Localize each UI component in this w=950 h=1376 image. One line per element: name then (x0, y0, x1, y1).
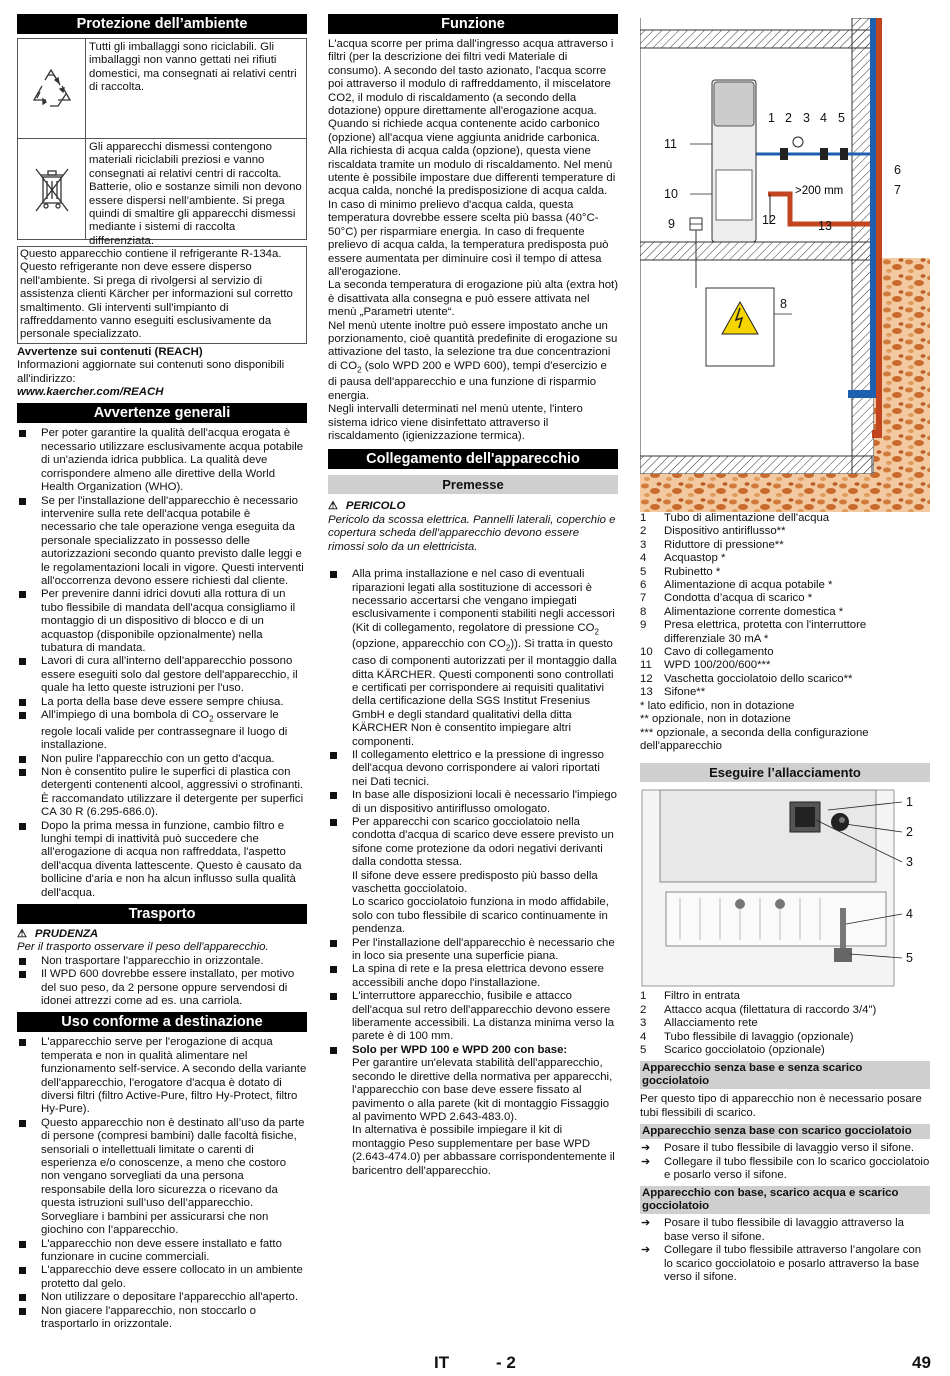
callout-5: 5 (906, 951, 913, 966)
nobase-drip-steps (640, 1142, 930, 1182)
step-item: ➔ Posare il tubo flessibile di lavaggio verso il sifone. (640, 1142, 930, 1155)
list-item: Dopo la prima messa in funzione, cambio filtro e lunghi tempi di inattività può succedere che all'erogazione di acqua non raffreddata, l'aspetto dell'acqua diventa lattescente. Questo è causato da bollicine d'aria e non ha alcun influsso sulla qualità dell'acqua. (17, 820, 307, 900)
base-drip-heading: Apparecchio con base, scarico acqua e scarico gocciolatoio (640, 1186, 930, 1214)
legend-item: 9 Presa elettrica, protetta con l'interruttore differenziale 30 mA * (640, 619, 867, 645)
connect-heading: Collegamento dell'apparecchio (328, 449, 618, 469)
env-heading: Protezione dell’ambiente (17, 14, 307, 34)
function-heading: Funzione (328, 14, 618, 34)
caution-text: Per il trasporto osservare il peso dell'apparecchio. (17, 941, 269, 954)
function-paragraph: In caso di minimo prelievo d'acqua calda, questa temperatura dovrebbe essere scelta più bassa (40°C-50°C) per risparmiare energia. In caso di frequente prelievo di acqua calda, la temperatura predisposta può essere aumentata per diminuire così il tempo di attesa all'erogazione. (328, 198, 609, 278)
function-paragraph: Negli intervalli determinati nel menù utente, l'intero sistema idrico viene disinfettato attraverso il riscaldamento (igienizzazione termica). (328, 403, 583, 443)
legend-item: 3 Riduttore di pressione** (640, 538, 784, 551)
list-item: Se per l'installazione dell'apparecchio è necessario intervenire sulla rete dell'acqua potabile è necessario che tale operazione venga eseguita da personale specializzato in possesso delle autorizzazioni secondo quanto previsto dalle leggi e le regolamentazioni locali in vigore. Questi interventi all'occorrenza devono essere richiesti dal cliente. (17, 495, 307, 589)
transport-heading: Trasporto (17, 904, 307, 924)
legend-item: 6 Alimentazione di acqua potabile * (640, 579, 833, 592)
connect-heading: Eseguire l’allacciamento (640, 763, 930, 782)
callout-4: 4 (906, 907, 913, 922)
legend-item: 11 WPD 100/200/600*** (640, 659, 771, 672)
footnote: ** opzionale, non in dotazione (640, 713, 791, 726)
callout-1: 1 (768, 111, 775, 125)
list-item: Non giacere l'apparecchio, non stoccarlo o trasportarlo in orizzontale. (17, 1305, 307, 1332)
nobase-heading: Apparecchio senza base e senza scarico gocciolatoio (640, 1061, 930, 1089)
callout-1: 1 (906, 795, 913, 810)
danger-label: ⚠ PERICOLO (328, 500, 406, 513)
legend-item: 8 Alimentazione corrente domestica * (640, 605, 844, 618)
legend-item: 7 Condotta d’acqua di scarico * (640, 592, 813, 605)
list-item: Il collegamento elettrico e la pressione di ingresso dell'acqua devono corrispondere ai valori riportati nei Dati tecnici. (328, 749, 618, 789)
column-middle (328, 14, 618, 1178)
legend-item: 1 Tubo di alimentazione dell'acqua (640, 512, 830, 524)
siphon-note: Lo scarico gocciolatoio funziona in modo affidabile, solo con tubo flessibile di scarico continuamente in pendenza. (352, 896, 609, 936)
list-item: Alla prima installazione e nel caso di eventuali riparazioni legati alla sostituzione di accessori è necessario accertarsi che vengano impiegati esclusivamente i componenti stabiliti negli accessori (Kit di collegamento, regolatore di pressione $CO_2$ (opzione, apparecchio con $CO_2$)). Si tratta in questo caso di componenti autorizzati per il montaggio dalla ditta KÄRCHER. Questi componenti sono controllati e certificati per corrispondere ai requisiti qualitativi della certificazione della SGS Institut Fresenius GmbH e degli standard qualitativi della ditta KÄRCHER Non è consentito impiegare altri componenti. (328, 568, 618, 749)
list-item: All'impiego di una bombola di $CO_2$ osservare le regole locali valide per contrassegnare il luogo di installazione. (17, 709, 307, 753)
base-text: In alternativa è possibile impiegare il kit di montaggio Peso supplementare per base WPD (2.643-474.0) per abbassare corrispondentemente il baricentro dell'apparecchio. (352, 1124, 615, 1177)
reach-heading: Avvertenze sui contenuti (REACH) (17, 345, 203, 358)
dim-label: >200 mm (795, 185, 844, 197)
list-item: Non utilizzare o depositare l'apparecchio all'aperto. (17, 1291, 307, 1304)
danger-text: Pericolo da scossa elettrica. Pannelli laterali, coperchio e copertura scheda dell'apparecchio devono essere rimossi solo da un elettricista. (328, 513, 616, 553)
legend-item: 4 Acquastop * (640, 552, 726, 565)
list-item: Non è consentito pulire le superfici di plastica con detergenti contenenti alcool, aggressivi o strofinanti. (17, 766, 307, 793)
general-list (17, 427, 307, 900)
legend-item: 4 Tubo flessibile di lavaggio (opzionale) (640, 1030, 854, 1043)
callout-5: 5 (838, 111, 845, 125)
list-item: Per prevenire danni idrici dovuti alla rottura di un tubo flessibile di mandata dell'acqua consigliamo il montaggio di un dispositivo di blocco e di un acquastop (disponibile opzionalmente) nella tubatura di mandata. (17, 588, 307, 655)
recycle-row (17, 38, 307, 139)
step-item: ➔ Posare il tubo flessibile di lavaggio attraverso la base verso il sifone. (640, 1217, 930, 1244)
nobase-drip-heading: Apparecchio senza base con scarico gocciolatoio (640, 1124, 930, 1139)
fig2-legend (640, 990, 930, 1057)
legend-item: 5 Scarico gocciolatoio (opzionale) (640, 1043, 825, 1056)
footnote: *** opzionale, a seconda della configurazione dell'apparecchio (640, 726, 869, 752)
list-item: L'interruttore apparecchio, fusibile e attacco dell'acqua sul retro dell'apparecchio devono essere liberamente accessibili. La distanza minima verso la parete è di 100 mm. (328, 990, 618, 1044)
footer-language: IT (434, 1353, 450, 1372)
crossed-bin-icon (18, 139, 86, 239)
connection-diagram (640, 788, 930, 988)
footnote: * lato edificio, non in dotazione (640, 699, 795, 712)
recycle-icon (18, 39, 86, 138)
callout-7: 7 (894, 183, 901, 197)
list-item: Non trasportare l'apparecchio in orizzontale. (17, 955, 307, 968)
reach-link[interactable]: www.kaercher.com/REACH (17, 386, 164, 399)
list-item: L'apparecchio deve essere collocato in un ambiente protetto dal gelo. (17, 1264, 307, 1291)
connection-figure (640, 788, 930, 988)
list-item: Non pulire l'apparecchio con un getto d'acqua. (17, 753, 307, 766)
transport-list (17, 955, 307, 1009)
refrigerant-box: Questo apparecchio contiene il refrigerante R-134a. Questo refrigerante non deve essere disperso nell'ambiente. Si prega di rivolgersi al servizio di assistenza clienti Kärcher per informazioni sul corretto smaltimento. Gli interventi sull'impianto di raffreddamento vanno eseguiti esclusivamente da personale specializzato. (17, 246, 307, 344)
prem-list (328, 568, 618, 1178)
legend-item: 13 Sifone** (640, 686, 706, 699)
function-paragraph: La seconda temperatura di erogazione più alta (extra hot) è disattivata alla consegna e può essere attivata nel menù „Parametri utente“. (328, 279, 619, 319)
detergent-note: È raccomandato utilizzare il detergente per superfici CA 30 R (6.295-686.0). (41, 792, 304, 819)
function-paragraph: Nel menù utente inoltre può essere impostato anche un porzionamento, cioè quantità predefinite di erogazione su attivazione del tasto, la selezione tra due concentrazioni di $CO_2$ (solo WPD 200 e WPD 600), tempi d'esercizio e di pausa dell'apparecchio e una funzione di risparmio energia. (328, 319, 618, 402)
dispose-row (17, 139, 307, 247)
callout-9: 9 (668, 217, 675, 231)
step-item: ➔ Collegare il tubo flessibile attraverso l’angolare con lo scarico gocciolatoio e posarlo attraverso la base verso il sifone. (640, 1244, 930, 1284)
reach-text: Informazioni aggiornate sui contenuti sono disponibili all'indirizzo: (17, 359, 285, 385)
callout-2: 2 (906, 825, 913, 840)
list-item: Lavori di cura all'interno dell'apparecchio possono essere eseguiti solo dal gestore dell'apparecchio, il quale ha letto queste istruzioni per l'uso. (17, 655, 307, 695)
dispose-text: Gli apparecchi dismessi contengono materiali riciclabili preziosi e vanno consegnati ai relativi centri di raccolta. Batterie, olio e sostanze simili non devono essere dispersi nell’ambiente. Si prega quindi di smaltire gli apparecchi dismessi mediante i sistemi di raccolta differenziata. (89, 141, 302, 247)
callout-13: 13 (818, 219, 832, 233)
callout-3: 3 (803, 111, 810, 125)
legend-item: 3 Allacciamento rete (640, 1017, 758, 1030)
warning-triangle-icon: ⚠ (328, 500, 338, 513)
prem-heading: Premesse (328, 475, 618, 494)
list-item: L'apparecchio non deve essere installato e fatto funzionare in cucine commerciali. (17, 1238, 307, 1265)
nobase-text: Per questo tipo di apparecchio non è necessario posare tubi flessibili di scarico. (640, 1093, 922, 1119)
installation-diagram (640, 18, 930, 512)
caution-label: ⚠ PRUDENZA (17, 927, 99, 940)
base-text: Per garantire un'elevata stabilità dell'apparecchio, secondo le direttive della normativa per apparecchi, l'apparecchio con base deve essere fissato al pavimento o alla parete (kit di montaggio Fissaggio al pavimento WPD 2.643-483.0). (352, 1057, 613, 1123)
use-list (17, 1036, 307, 1331)
list-item: La spina di rete e la presa elettrica devono essere accessibili anche dopo l'installazione. (328, 963, 618, 990)
callout-8: 8 (780, 297, 787, 311)
fig1-legend (640, 512, 930, 700)
recycle-text: Tutti gli imballaggi sono riciclabili. Gli imballaggi non vanno gettati nei rifiuti domestici, ma consegnati ai relativi centri di raccolta. (89, 41, 297, 94)
callout-12: 12 (762, 213, 776, 227)
use-heading: Uso conforme a destinazione (17, 1012, 307, 1032)
base-heading: Solo per WPD 100 e WPD 200 con base: (328, 1044, 618, 1057)
siphon-note: Il sifone deve essere predisposto più basso della vaschetta gocciolatoio. (352, 869, 598, 895)
callout-4: 4 (820, 111, 827, 125)
column-right (640, 18, 930, 1284)
list-item: Per apparecchi con scarico gocciolatoio nella condotta d'acqua di scarico deve essere previsto un sifone come protezione da odori negativi derivanti dalla condotta stessa. (328, 816, 618, 870)
legend-item: 2 Dispositivo antiriflusso** (640, 525, 786, 538)
callout-6: 6 (894, 163, 901, 177)
list-item: Il WPD 600 dovrebbe essere installato, per motivo del suo peso, da 2 persone oppure servendosi di idonei attrezzi come ad es. una carriola. (17, 968, 307, 1008)
footer-page-number: 49 (912, 1353, 931, 1372)
callout-3: 3 (906, 855, 913, 870)
legend-item: 12 Vaschetta gocciolatoio dello scarico** (640, 672, 853, 685)
list-item: Per poter garantire la qualità dell'acqua erogata è necessario utilizzare esclusivamente acqua potabile di un'azienda idrica pubblica. La qualità deve corrispondere almeno alle direttive della World Health Organization (WHO). (17, 427, 307, 494)
installation-figure (640, 18, 930, 512)
base-drip-steps (640, 1217, 930, 1284)
legend-item: 1 Filtro in entrata (640, 990, 740, 1003)
list-item: La porta della base deve essere sempre chiusa. (17, 696, 307, 709)
function-paragraph: Alla richiesta di acqua calda (opzione), questa viene riscaldata tramite un modulo di riscaldamento. Nel menù utente è possibile impostare due differenti temperature di acqua calda, nonché la predisposizione di acqua calda. (328, 145, 616, 198)
callout-2: 2 (785, 111, 792, 125)
footer-local-page: - 2 (496, 1353, 516, 1372)
list-item: Per l'installazione dell'apparecchio è necessario che in loco sia presente una superficie piana. (328, 937, 618, 964)
step-item: ➔ Collegare il tubo flessibile con lo scarico gocciolatoio e posarlo verso il sifone. (640, 1156, 930, 1183)
callout-10: 10 (664, 187, 678, 201)
function-paragraph: Quando si richiede acqua contenente acido carbonico (opzione) all'acqua viene aggiunta anidride carbonica. (328, 118, 600, 144)
list-item: Questo apparecchio non è destinato all’uso da parte di persone (compresi bambini) dalle facoltà fisiche, sensoriali o intellettuali limitate o carenti di esperienza e/o conoscenze, a meno che costoro non vengano sorvegliati da una persona responsabile della loro sicurezza o ricevano da questa istruzioni sull’uso dell’apparecchio. Sorvegliare i bambini per assicurarsi che non giochino con l’apparecchio. (17, 1117, 307, 1238)
legend-item: 10 Cavo di collegamento (640, 646, 774, 659)
list-item: In base alle disposizioni locali è necessario l'impiego di un dispositivo antiriflusso omologato. (328, 789, 618, 816)
function-paragraph: L'acqua scorre per prima dall'ingresso acqua attraverso i filtri (per la descrizione dei filtri vedi Materiale di consumo). A secondo del tasto azionato, l'acqua scorre poi attraverso il modulo di raffreddamento, il miscelatore CO2, il modulo di riscaldamento (a secondo della dotazione) oppure direttamente all'erogazione acqua. (328, 38, 614, 118)
legend-item: 5 Rubinetto * (640, 565, 721, 578)
list-item: L'apparecchio serve per l'erogazione di acqua temperata e non in qualità alimentare nel funzionamento self-service. A secondo della variante dell'apparecchio, l'erogatore d'acqua è dotato di diversi filtri (filtro Active-Pure, filtro Hy-Protect, filtro Hy-Pure). (17, 1036, 307, 1116)
legend-item: 2 Attacco acqua (filettatura di raccordo 3/4") (640, 1003, 877, 1016)
column-left (17, 14, 307, 1331)
callout-11: 11 (664, 137, 677, 151)
general-heading: Avvertenze generali (17, 403, 307, 423)
warning-triangle-icon: ⚠ (17, 927, 27, 940)
